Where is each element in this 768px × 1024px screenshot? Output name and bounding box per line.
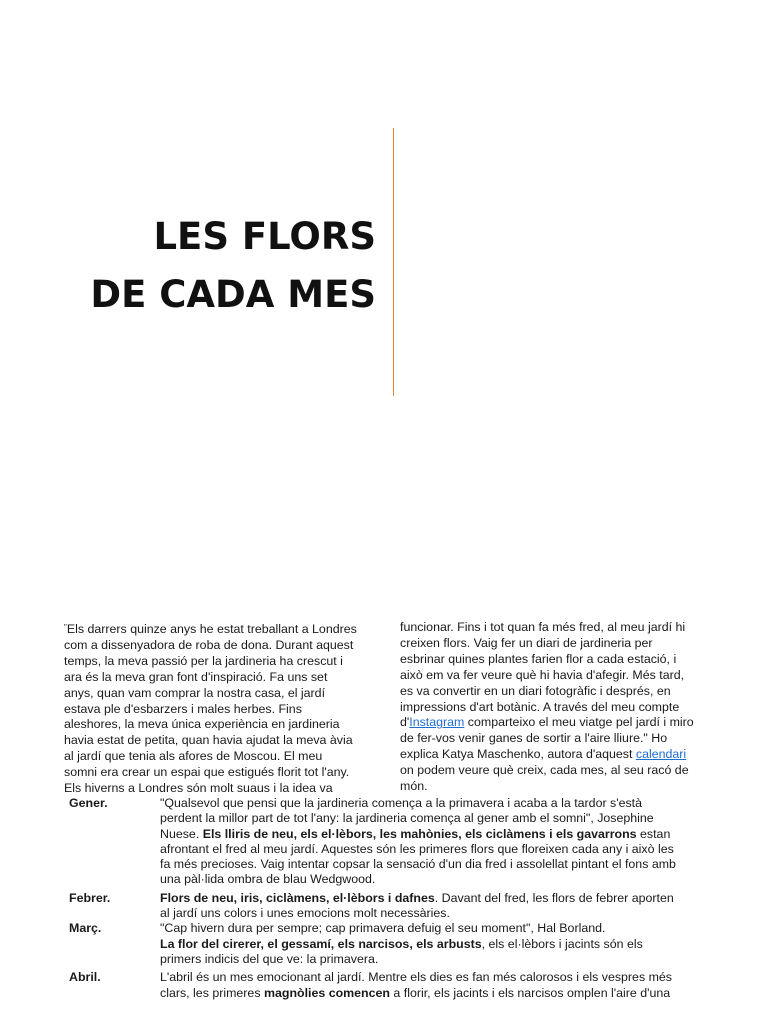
text-part: . Davant del fred, les flors de febrer aporten	[434, 890, 674, 905]
intro-line: funcionar. Fins i tot quan fa més fred, al meu jardí hi	[400, 620, 686, 634]
month-description	[160, 891, 709, 922]
month-line: L'abril és un mes emocionant al jardí. Mentre els dies es fan més calorosos i els vespres més	[160, 970, 672, 985]
intro-line: això em va fer veure què hi havia d'afegir. Més tard,	[400, 667, 685, 682]
month-line: una pàl·lida ombra de blau Wedgwood.	[160, 872, 376, 887]
intro-text-part: explica Katya Maschenko, autora d'aquest	[400, 747, 636, 762]
intro-line: temps, la meva passió per la jardineria ha crescut i	[64, 653, 343, 668]
intro-line: Els hiverns a Londres són molt suaus i la idea va	[64, 781, 333, 796]
month-febrer	[69, 891, 709, 922]
month-line: perdent la millor part de tot l'any: la jardineria comença al gener amb el somni", Josephine	[160, 811, 654, 826]
intro-line: de fer-vos venir ganes de sortir a l'aire lliure." Ho	[400, 731, 668, 746]
month-line: "Cap hivern dura per sempre; cap primavera defuig el seu moment", Hal Borland.	[160, 921, 606, 936]
title-line-1: LES FLORS	[153, 215, 376, 258]
months-list	[69, 796, 709, 1001]
month-name: Gener.	[69, 796, 108, 810]
intro-text-line: Els darrers quinze anys he estat treballant a Londres	[66, 622, 357, 636]
flower-list: La flor del cirerer, el gessamí, els narcisos, els arbusts	[160, 936, 482, 951]
month-description	[160, 970, 709, 1001]
flower-list: magnòlies comencen	[263, 985, 390, 1000]
intro-text-part: d'	[400, 715, 410, 730]
flower-list: Els lliris de neu, els el·lèbors, les mahònies, els ciclàmens i els gavarrons	[202, 826, 637, 841]
quote-mark: "	[64, 623, 67, 632]
month-line: afrontant el fred al meu jardí. Aquestes són les primeres flors que floreixen cada any i això les	[160, 841, 674, 856]
intro-line	[400, 747, 704, 763]
month-line	[160, 891, 709, 906]
text-part: Nuese.	[160, 826, 203, 841]
intro-line: ara és la meva gran font d'inspiració. Fa uns set	[64, 669, 328, 684]
intro-line: es va convertir en un diari fotogràfic i després, en	[400, 683, 671, 698]
title-divider	[393, 128, 394, 396]
intro-line: món.	[400, 779, 428, 794]
month-abril	[69, 970, 709, 1001]
month-marc	[69, 921, 709, 967]
intro-line: esbrinar quines plantes farien flor a cada estació, i	[400, 651, 677, 666]
month-line: al jardí uns colors i unes emocions molt necessàries.	[160, 906, 450, 921]
text-part: clars, les primeres	[160, 985, 264, 1000]
month-line	[160, 827, 709, 842]
intro-line: com a dissenyadora de roba de dona. Durant aquest	[64, 637, 354, 652]
intro-line: aleshores, la meva única experiència en jardineria	[64, 717, 340, 732]
intro-line: anys, quan vam comprar la nostra casa, el jardí	[64, 685, 326, 700]
title-line-2: DE CADA MES	[90, 273, 376, 316]
intro-line: somni era crear un espai que estigués florit tot l'any.	[64, 765, 350, 780]
intro-line: impressions d'art botànic. A través del meu compte	[400, 699, 680, 714]
intro-line: creixen flors. Vaig fer un diari de jardineria per	[400, 635, 653, 650]
month-name: Abril.	[69, 970, 101, 985]
month-line: fa més precioses. Vaig intentar copsar la sensació d'un dia fred i assolellat pintant el fons amb	[160, 857, 676, 872]
month-name: Març.	[69, 921, 102, 936]
month-name: Febrer.	[69, 890, 111, 905]
month-line	[160, 937, 709, 952]
intro-left-column	[64, 620, 368, 797]
month-line: "Qualsevol que pensi que la jardineria comença a la primavera i acaba a la tardor s'està	[160, 796, 643, 810]
month-line: primers indicis del que ve: la primavera.	[160, 951, 379, 966]
text-part: estan	[636, 826, 671, 841]
month-description	[160, 921, 709, 967]
text-part: , els el·lèbors i jacints són els	[481, 936, 643, 951]
text-part: a florir, els jacints i els narcisos omplen l'aire d'una	[389, 985, 671, 1000]
intro-line: al jardí que tenia als afores de Moscou. El meu	[64, 749, 323, 764]
month-description	[160, 796, 709, 888]
page-title	[40, 208, 376, 324]
month-gener	[69, 796, 709, 888]
flower-list: Flors de neu, iris, ciclàmens, el·lèbors i dafnes	[160, 890, 435, 905]
intro-text-part: comparteixo el meu viatge pel jardí i miro	[464, 715, 694, 730]
intro-line	[400, 715, 704, 731]
intro-right-column	[400, 620, 704, 795]
month-line	[160, 986, 709, 1001]
calendari-link[interactable]: calendari	[635, 747, 687, 762]
intro-line: on podem veure què creix, cada mes, al seu racó de	[400, 763, 689, 778]
intro-line: havia estat de petita, quan havia ajudat la meva àvia	[64, 733, 353, 748]
intro-line: estava ple d'esbarzers i males herbes. Fins	[64, 701, 302, 716]
instagram-link[interactable]: Instagram	[409, 715, 465, 730]
intro-line	[64, 620, 368, 638]
